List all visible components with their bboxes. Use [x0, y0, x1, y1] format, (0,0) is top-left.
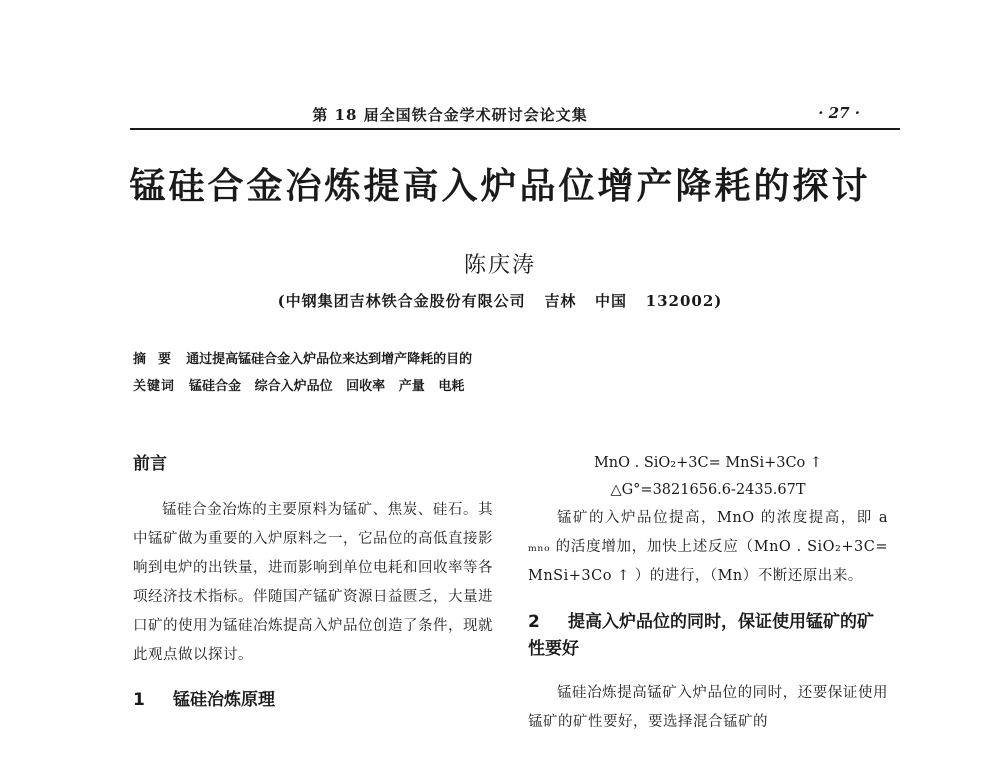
- abstract-text: 通过提高锰硅合金入炉品位来达到增产降耗的目的: [186, 352, 473, 367]
- foreword-heading: 前言: [133, 454, 167, 474]
- running-header: [130, 100, 900, 130]
- page-number: · 27 ·: [818, 104, 860, 122]
- keywords: [133, 375, 464, 394]
- keywords-label: 关键词: [133, 379, 176, 394]
- paper-title: 锰硅合金冶炼提高入炉品位增产降耗的探讨: [129, 166, 871, 207]
- right-paragraph-2: 锰硅冶炼提高锰矿入炉品位的同时，还要保证使用锰矿的矿性要好，要选择混合锰矿的: [528, 685, 888, 730]
- section-1-title: 锰硅冶炼原理: [173, 690, 275, 710]
- abstract-label: 摘 要: [133, 352, 173, 367]
- author-name: 陈庆涛: [463, 253, 536, 278]
- right-paragraph-1: 锰矿的入炉品位提高，MnO 的浓度提高，即 a ₘₙₒ 的活度增加，加快上述反应（MnO . SiO₂+3C= MnSi+3Co ↑ ）的进行，（Mn）不断还原出来。: [528, 510, 888, 584]
- section-1-heading: [133, 686, 493, 714]
- journal-title: 第 18 届全国铁合金学术研讨会论文集: [312, 106, 588, 124]
- section-1-number: 1: [133, 690, 145, 710]
- section-2-heading: [528, 609, 888, 663]
- abstract: [133, 348, 472, 367]
- foreword-paragraph: 锰硅合金冶炼的主要原料为锰矿、焦炭、硅石。其中锰矿做为重要的入炉原料之一，它品位的高低直接影响到电炉的出铁量，进而影响到单位电耗和回收率等各项经济技术指标。伴随国产锰矿资源日益匮乏，大量进口矿的使用为锰硅冶炼提高入炉品位创造了条件，现就此观点做以探讨。: [133, 502, 493, 663]
- left-column: [133, 450, 493, 714]
- section-2-title: 提高入炉品位的同时，保证使用锰矿的矿性要好: [528, 612, 874, 659]
- author-affiliation: (中钢集团吉林铁合金股份有限公司 吉林 中国 132002): [277, 292, 723, 310]
- keywords-text: 锰硅合金 综合入炉品位 回收率 产量 电耗: [189, 379, 465, 394]
- reaction-equation: MnO . SiO₂+3C= MnSi+3Co ↑: [593, 455, 823, 471]
- gibbs-energy-equation: △G°=3821656.6-2435.67T: [610, 482, 806, 498]
- right-column: [528, 450, 888, 737]
- section-2-number: 2: [528, 612, 540, 632]
